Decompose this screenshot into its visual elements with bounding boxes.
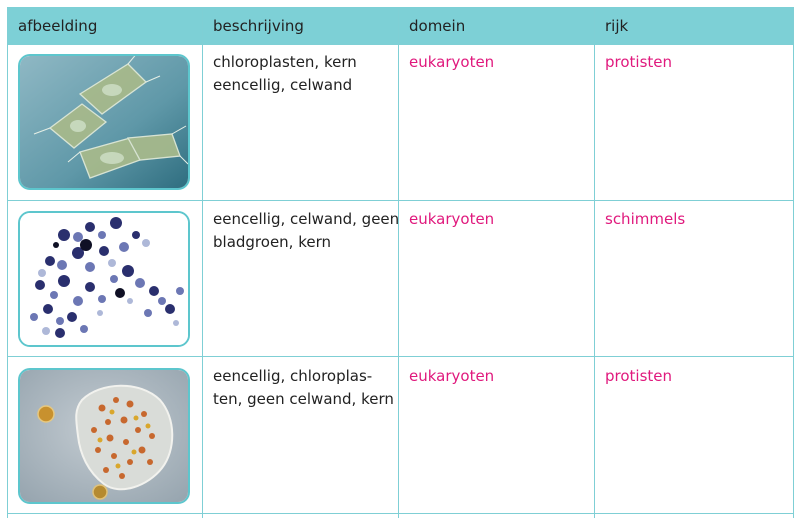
header-domain: domein [409, 17, 466, 35]
description-2 [213, 208, 399, 254]
diatom-chain-micrograph [18, 54, 190, 190]
domain-3: eukaryoten [409, 367, 495, 385]
description-1 [213, 51, 357, 97]
column-divider [7, 7, 8, 518]
header-image: afbeelding [18, 17, 98, 35]
column-divider [398, 7, 399, 518]
description-line: eencellig, celwand, geen [213, 210, 400, 228]
column-divider [202, 7, 203, 518]
row-divider [7, 356, 794, 357]
header-description: beschrijving [213, 17, 304, 35]
header-kingdom: rijk [605, 17, 629, 35]
domain-2: eukaryoten [409, 210, 495, 228]
table-header [7, 7, 794, 44]
kingdom-1: protisten [605, 53, 673, 71]
description-line: bladgroen, kern [213, 233, 332, 251]
row-divider [7, 44, 794, 45]
column-divider [594, 7, 595, 518]
description-line: eencellig, celwand [213, 76, 353, 94]
kingdom-3: protisten [605, 367, 673, 385]
euglena-micrograph [18, 368, 190, 504]
organism-table [7, 7, 794, 518]
description-line: eencellig, chloroplas- [213, 367, 373, 385]
kingdom-2: schimmels [605, 210, 686, 228]
domain-1: eukaryoten [409, 53, 495, 71]
description-line: ten, geen celwand, kern [213, 390, 394, 408]
row-divider [7, 200, 794, 201]
description-line: chloroplasten, kern [213, 53, 357, 71]
description-3 [213, 365, 394, 411]
column-divider [793, 7, 794, 518]
row-divider [7, 513, 794, 514]
yeast-cells-micrograph [18, 211, 190, 347]
